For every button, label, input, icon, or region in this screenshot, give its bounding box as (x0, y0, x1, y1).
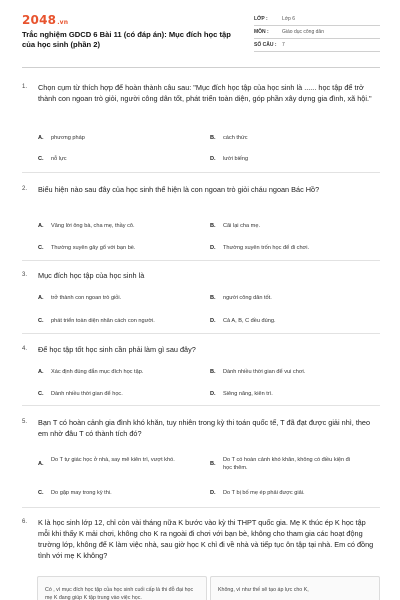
option-text: Xác định đúng đắn mục đích học tập. (51, 369, 144, 375)
question-number: 3. (22, 272, 28, 278)
option-letter: B. (210, 461, 216, 467)
option-text: Do T có hoàn cảnh khó khăn, không có điều kiện đi học thêm. (223, 457, 350, 471)
option-letter: D. (210, 245, 216, 251)
option-letter: C. (38, 490, 44, 496)
option-text: Dành nhiều thời gian để vui chơi. (223, 369, 306, 375)
option-letter: A. (38, 295, 44, 301)
question-text: Bạn T có hoàn cảnh gia đình khó khăn, tuy nhiên trong kỳ thi toán quốc tế, T đã đạt được giải nhì, theo em nhờ đâu T có thành tích đó? (38, 418, 371, 438)
option-text: trở thành con ngoan trò giỏi. (51, 295, 122, 301)
option-text: Vâng lời ông bà, cha mẹ, thầy cô. (51, 223, 135, 229)
logo-tld: .vn (57, 19, 69, 26)
question-number: 5. (22, 419, 28, 425)
question-text: Chọn cụm từ thích hợp để hoàn thành câu sau: "Mục đích học tập của học sinh là ...... học tập để trở thành con ngoan trò giỏi, người công dân tốt, phát triển toàn diện, góp phần xây dựng gia đình, xã hội." (38, 83, 372, 103)
question-divider (22, 507, 380, 508)
header-divider (22, 67, 380, 68)
option-text: Thường xuyên trốn học để đi chơi. (223, 245, 310, 251)
option-letter: B. (210, 369, 216, 375)
logo-text: 2048 (22, 13, 57, 27)
question-number: 2. (22, 186, 28, 192)
option-letter: C. (38, 245, 44, 251)
meta-row-subject (254, 26, 380, 39)
option-letter: C. (38, 156, 44, 162)
question-text: Để học tập tốt học sinh cần phải làm gì sau đây? (38, 345, 196, 354)
meta-label: MÔN : (254, 29, 269, 35)
option-letter: B. (210, 223, 216, 229)
option-text: Có , vì mục đích học tập của học sinh cuối cấp là thi đỗ đại học mẹ K đang giúp K tập trung vào việc học. (45, 587, 194, 600)
meta-row-class (254, 13, 380, 26)
option-text: Không, vì như thế sẽ tạo áp lực cho K, (218, 587, 309, 593)
site-logo[interactable] (22, 13, 68, 27)
meta-table (254, 13, 380, 52)
option-letter: C. (38, 391, 44, 397)
option-text: Do T bị bố mẹ ép phải được giải. (223, 490, 305, 496)
option-text: nỗ lực (51, 156, 67, 162)
document-title: Trắc nghiệm GDCD 6 Bài 11 (có đáp án): Mục đích học tập của học sinh (phần 2) (22, 30, 231, 49)
option-text: người công dân tốt. (223, 295, 272, 301)
question-number: 4. (22, 346, 28, 352)
option-text: phương pháp (51, 135, 85, 141)
option-letter: D. (210, 490, 216, 496)
meta-row-count (254, 39, 380, 52)
meta-value: Giáo dục công dân (282, 29, 324, 35)
option-text: lười biếng (223, 156, 249, 162)
question-text: Biểu hiện nào sau đây của học sinh thể hiện là con ngoan trò giỏi cháu ngoan Bác Hồ? (38, 185, 320, 194)
option-letter: D. (210, 391, 216, 397)
question-text: K là học sinh lớp 12, chỉ còn vài tháng nữa K bước vào kỳ thi THPT quốc gia. Mẹ K thúc ép K học tập mỗi khi thấy K mải chơi, không cho K ra ngoài đi chơi với bạn bè, không cho tham gia các hoạt động trường lớp, không để K làm việc nhà, sau giờ học K chỉ đi về nhà và tiếp tục ôn tập tại nhà. Em có đồng tình với mẹ K không? (38, 518, 374, 560)
option-text: phát triển toàn diện nhân cách con người. (51, 318, 155, 324)
option-letter: B. (210, 295, 216, 301)
question-number: 6. (22, 519, 28, 525)
question-text: Mục đích học tập của học sinh là (38, 271, 145, 280)
question-number: 1. (22, 84, 28, 90)
option-letter: D. (210, 318, 216, 324)
option-box-1[interactable] (37, 576, 207, 600)
option-text: Siêng năng, kiên trì. (223, 391, 273, 397)
option-letter: B. (210, 135, 216, 141)
option-text: Cả A, B, C đều đúng. (223, 318, 276, 324)
question-divider (22, 172, 380, 173)
option-text: Thường xuyên gây gổ với bạn bè. (51, 245, 136, 251)
question-divider (22, 333, 380, 334)
option-text: cách thức (223, 135, 248, 141)
meta-value: 7 (282, 42, 285, 48)
meta-label: LỚP : (254, 16, 268, 22)
option-letter: D. (210, 156, 216, 162)
meta-value: Lớp 6 (282, 16, 296, 22)
option-letter: A. (38, 461, 44, 467)
question-divider (22, 260, 380, 261)
option-letter: C. (38, 318, 44, 324)
question-divider (22, 405, 380, 406)
meta-label: SỐ CÂU : (254, 42, 277, 48)
option-text: Do T tự giác học ở nhà, say mê kiên trì, vượt khó. (51, 457, 175, 463)
option-text: Do gặp may trong kỳ thi. (51, 490, 112, 496)
option-text: Dành nhiều thời gian để học. (51, 391, 123, 397)
option-letter: A. (38, 223, 44, 229)
option-letter: A. (38, 135, 44, 141)
option-text: Cãi lại cha mẹ. (223, 223, 260, 229)
document-header (0, 0, 400, 66)
option-box-2[interactable] (210, 576, 380, 600)
option-letter: A. (38, 369, 44, 375)
